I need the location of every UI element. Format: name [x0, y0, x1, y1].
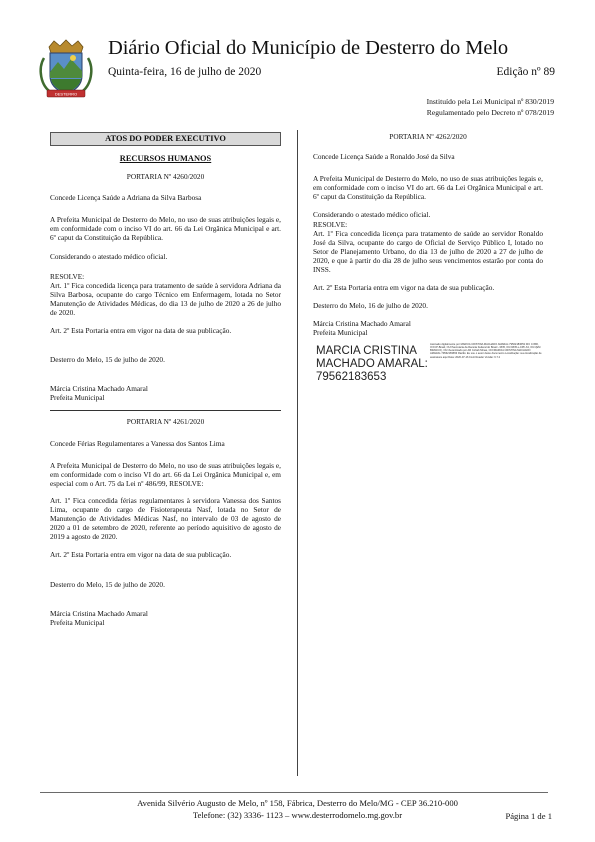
portaria-place-date: Desterro do Melo, 15 de julho de 2020.: [50, 355, 165, 365]
newspaper-title: Diário Oficial do Município de Desterro do Melo: [108, 37, 509, 59]
subsection-title: RECURSOS HUMANOS: [119, 154, 212, 163]
portaria-considering: Considerando o atestado médico oficial.: [50, 251, 168, 261]
portaria-title: PORTARIA Nº 4260/2020: [126, 172, 205, 182]
portaria-article-1: Art. 1º Fica concedida licença para tratamento de saúde à servidora Adriana da Silva Barbosa, ocupante do cargo Técnico em Enfermagem, lotada no Setor Manutenção de Atividades Médicas, do dia 13 de julho de 2020 a 26 de julho de 2020.: [50, 280, 281, 318]
svg-text:DESTERRO: DESTERRO: [54, 91, 78, 97]
section-title: ATOS DO PODER EXECUTIVO: [50, 132, 281, 146]
signer-name: Márcia Cristina Machado Amaral: [313, 319, 411, 329]
digital-signature-name: MARCIA CRISTINA MACHADO AMARAL: 79562183653: [316, 344, 428, 383]
portaria-considering: Considerando o atestado médico oficial.: [313, 210, 431, 220]
signer-name: Márcia Cristina Machado Amaral: [50, 608, 148, 618]
signer-role: Prefeita Municipal: [50, 393, 105, 403]
digital-signature-details: Assinado digitalmente por MARCIA CRISTINA MACHADO AMARAL:79562183653 DN: C=BR, O=ICP-Brasil, OU=Secretaria da Receita Federal do Brasil - RFB, OU=RFB e-CPF A3, OU=(EM BRANCO), OU=Autenticado por AR Cohab Minas, CN=MARCIA CRISTINA MACHADO AMARAL:79562183653 Razão: Eu sou o autor deste documento Localização: sua localização de assinatura aqui Data: 2020-07-16 Foxit Reader Versão: 9.7.2: [430, 342, 542, 359]
portaria-place-date: Desterro do Melo, 16 de julho de 2020.: [313, 301, 428, 311]
portaria-article-2: Art. 2º Esta Portaria entra em vigor na data de sua publicação.: [50, 550, 232, 560]
right-column: [313, 132, 543, 383]
municipal-crest-logo: [36, 38, 96, 100]
portaria-article-2: Art. 2º Esta Portaria entra em vigor na data de sua publicação.: [50, 326, 232, 336]
portaria-subject: Concede Licença Saúde a Ronaldo José da Silva: [313, 152, 455, 162]
signer-role: Prefeita Municipal: [50, 617, 105, 627]
footer-rule: [40, 792, 548, 793]
portaria-resolve: RESOLVE:: [313, 219, 348, 229]
edition-number: Edição nº 89: [496, 66, 555, 78]
portaria-subject: Concede Férias Regulamentares a Vanessa dos Santos Lima: [50, 438, 225, 448]
footer-contact: Telefone: (32) 3336- 1123 – www.desterrodomelo.mg.gov.br: [192, 810, 403, 820]
column-divider: [297, 130, 298, 776]
page-number: Página 1 de 1: [505, 811, 552, 821]
portaria-title: PORTARIA Nº 4262/2020: [389, 132, 467, 141]
institution-law: Instituído pela Lei Municipal nº 830/2019: [426, 97, 554, 106]
portaria-article-1: Art. 1º Fica concedida licença para tratamento de saúde ao servidor Ronaldo José da Silva, ocupante do cargo de Oficial de Serviço Público I, lotado no Setor de Planejamento Urbano, do dia 13 de julho de 2020 a 27 de julho de 2020, e que à partir do dia 28 de julho seus vencimentos estarão por conta do INSS.: [313, 228, 543, 275]
signer-role: Prefeita Municipal: [313, 328, 368, 338]
portaria-preamble: A Prefeita Municipal de Desterro do Melo, no uso de suas atribuições legais e, em conformidade com o inciso VI do art. 66 da Lei Orgânica Municipal e, em especial com o Art. 75 da Lei nº 486/99, RESOLVE:: [50, 460, 281, 488]
regulation-decree: Regulamentado pelo Decreto nº 078/2019: [426, 108, 554, 117]
portaria-title: PORTARIA Nº 4261/2020: [126, 416, 205, 426]
issue-date: Quinta-feira, 16 de julho de 2020: [108, 66, 262, 78]
portaria-place-date: Desterro do Melo, 15 de julho de 2020.: [50, 579, 165, 589]
portaria-resolve: RESOLVE:: [50, 271, 85, 281]
footer-address: Avenida Silvério Augusto de Melo, nº 158, Fábrica, Desterro do Melo/MG - CEP 36.210-000: [137, 798, 458, 808]
digital-signature-stamp: [313, 340, 543, 383]
portaria-article-1: Art. 1º Fica concedida férias regulamentares à servidora Vanessa dos Santos Lima, ocupante do cargo de Fisioterapeuta Nasf, lotada no Setor de Manutenção de Atividades Médicas Nasf, no intervalo de 03 de agosto de 2020 a 01 de setembro de 2020, referente ao período aquisitivo de agosto de 2019 a agosto de 2020.: [50, 495, 281, 542]
signer-name: Márcia Cristina Machado Amaral: [50, 384, 148, 394]
portaria-article-2: Art. 2º Esta Portaria entra em vigor na data de sua publicação.: [313, 283, 495, 293]
portaria-preamble: A Prefeita Municipal de Desterro do Melo, no uso de suas atribuições legais e, em conformidade com o inciso VI do art. 66 da Lei Orgânica Municipal e art. 6º caput da Constituição da República.: [50, 215, 281, 243]
portaria-subject: Concede Licença Saúde a Adriana da Silva Barbosa: [50, 193, 202, 203]
portaria-preamble: A Prefeita Municipal de Desterro do Melo, no uso de suas atribuições legais e, em conformidade com o inciso VI do art. 66 da Lei Orgânica Municipal e art. 6º caput da Constituição da República.: [313, 174, 543, 202]
left-column: [50, 132, 281, 627]
